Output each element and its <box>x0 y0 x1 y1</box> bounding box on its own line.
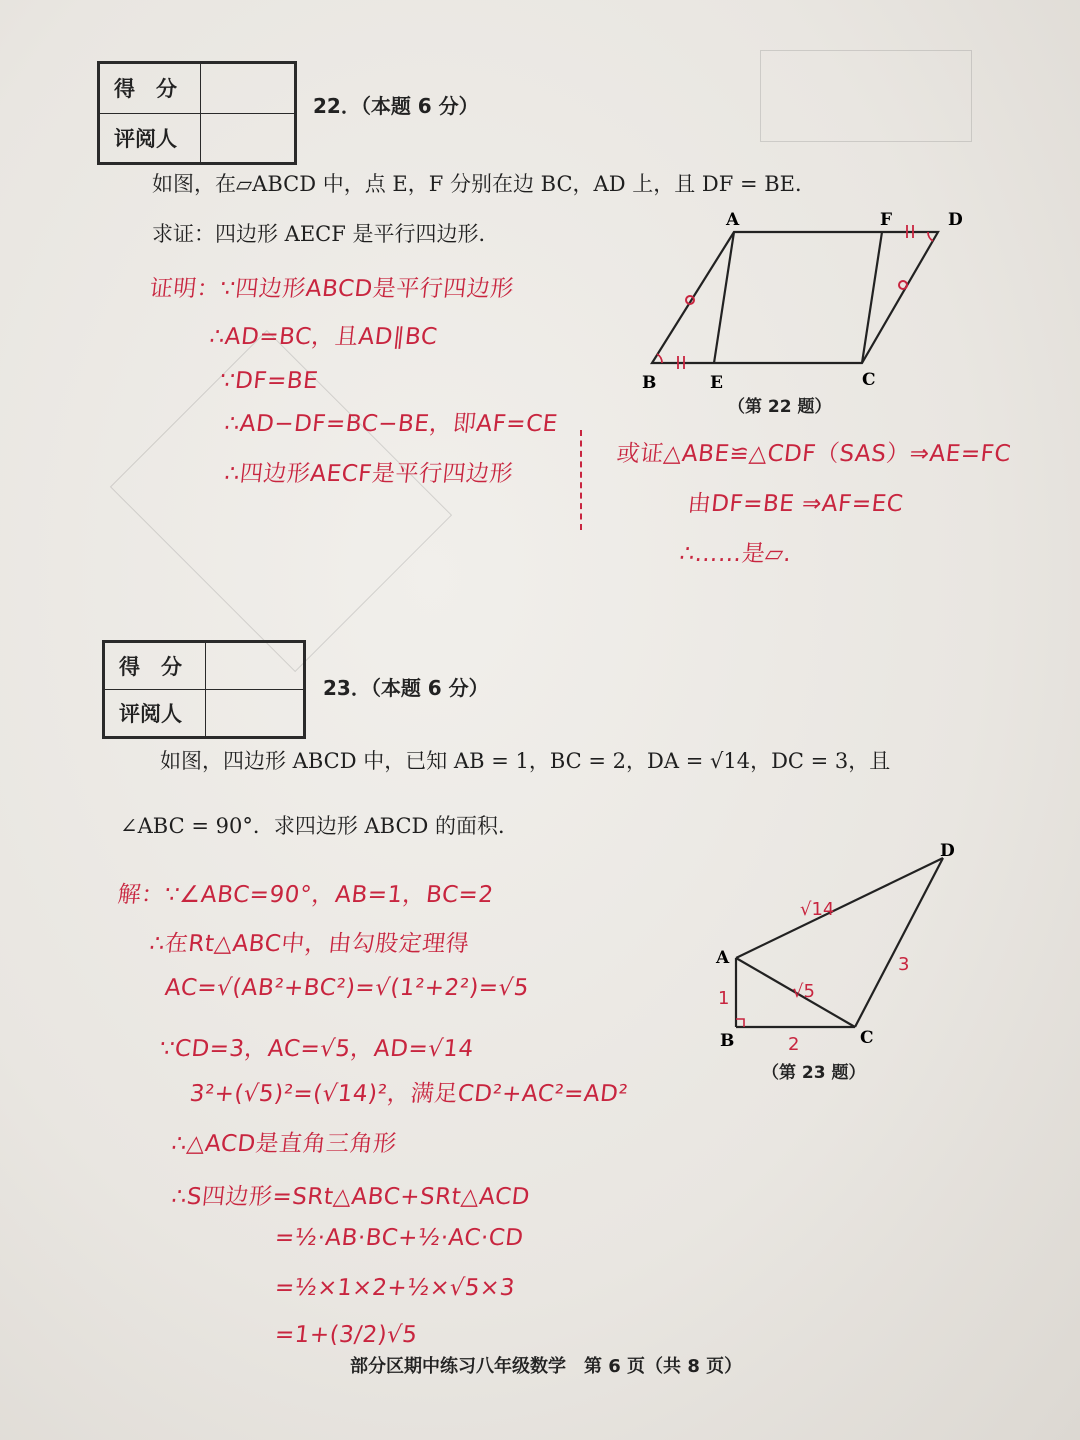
segment-ad <box>736 858 943 958</box>
q23-score-label: 得 分 <box>105 643 206 690</box>
proof-divider <box>580 430 582 530</box>
segment-fc <box>862 232 882 363</box>
q23-reviewer-cell[interactable] <box>206 690 304 737</box>
q22-heading: 22．（本题 6 分） <box>313 94 479 118</box>
q23-sol-line10: =1+(3/2)√5 <box>273 1322 419 1348</box>
q22-proof-line5: ∴四边形AECF是平行四边形 <box>223 461 515 487</box>
bleed-through-box <box>760 50 972 142</box>
equal-mark-dc <box>899 281 907 289</box>
q22-problem-line1: 如图，在▱ABCD 中，点 E，F 分别在边 BC，AD 上，且 DF = BE． <box>152 172 817 196</box>
label-c: C <box>862 370 876 390</box>
label-len-ad: √14 <box>800 899 835 920</box>
right-angle-mark-b <box>736 1019 744 1027</box>
q23-heading: 23．（本题 6 分） <box>323 676 489 700</box>
label-c: C <box>860 1028 874 1048</box>
segment-ae <box>714 232 734 363</box>
parallelogram-abcd <box>652 232 938 363</box>
label-e: E <box>710 373 723 393</box>
q22-score-label: 得 分 <box>100 64 201 114</box>
q23-sol-line6: ∴△ACD是直角三角形 <box>170 1131 399 1157</box>
segment-dc <box>855 858 943 1027</box>
q23-sol-line2: ∴在Rt△ABC中，由勾股定理得 <box>148 931 471 957</box>
label-len-ab: 1 <box>718 988 730 1009</box>
q23-sol-line7: ∴S四边形=SRt△ABC+SRt△ACD <box>170 1184 532 1210</box>
label-d: D <box>940 841 955 861</box>
q23-reviewer-label: 评阅人 <box>105 690 206 737</box>
q22-proof-line4: ∴AD−DF=BC−BE，即AF=CE <box>223 411 560 437</box>
q23-figure <box>700 840 980 1060</box>
q22-score-cell[interactable] <box>201 64 295 114</box>
q23-sol-line9: =½×1×2+½×√5×3 <box>273 1275 517 1301</box>
q22-proof-line1: 证明：∵四边形ABCD是平行四边形 <box>148 276 516 302</box>
q22-reviewer-cell[interactable] <box>201 113 295 163</box>
q23-sol-line5: 3²+(√5)²=(√14)²，满足CD²+AC²=AD² <box>188 1081 630 1107</box>
q22-alt-line1: 或证△ABE≌△CDF（SAS）⇒AE=FC <box>615 441 1013 467</box>
q22-proof-line3: ∵DF=BE <box>218 368 320 394</box>
angle-arc-d <box>928 232 933 241</box>
label-f: F <box>880 210 893 230</box>
label-b: B <box>642 373 657 393</box>
q23-score-cell[interactable] <box>206 643 304 690</box>
q22-score-box <box>97 61 297 165</box>
q23-sol-line4: ∵CD=3，AC=√5，AD=√14 <box>158 1036 476 1062</box>
q22-proof-line2: ∴AD=BC，且AD∥BC <box>208 324 439 350</box>
q23-caption: （第 23 题） <box>762 1063 866 1083</box>
q22-caption: （第 22 题） <box>728 397 832 417</box>
q22-alt-line3: ∴……是▱. <box>678 541 793 567</box>
q23-sol-line3: AC=√(AB²+BC²)=√(1²+2²)=√5 <box>163 975 531 1001</box>
label-len-dc: 3 <box>898 954 910 975</box>
label-a: A <box>726 210 740 230</box>
label-len-ac: √5 <box>792 981 815 1002</box>
q23-score-box <box>102 640 306 739</box>
label-len-bc: 2 <box>788 1034 800 1055</box>
q23-sol-line1: 解：∵∠ABC=90°，AB=1，BC=2 <box>116 882 495 908</box>
q22-alt-line2: 由DF=BE ⇒AF=EC <box>686 491 905 517</box>
page-footer: 部分区期中练习八年级数学 第 6 页（共 8 页） <box>350 1356 743 1377</box>
tick-marks <box>678 225 913 369</box>
q23-sol-line8: =½·AB·BC+½·AC·CD <box>273 1225 525 1251</box>
q22-reviewer-label: 评阅人 <box>100 113 201 163</box>
label-a: A <box>716 948 730 968</box>
label-b: B <box>720 1031 735 1051</box>
q22-figure <box>630 205 980 420</box>
label-d: D <box>948 210 963 230</box>
q23-problem-line2: ∠ABC = 90°．求四边形 ABCD 的面积． <box>120 814 520 838</box>
angle-arc-b <box>657 354 662 363</box>
q23-problem-line1: 如图，四边形 ABCD 中，已知 AB = 1，BC = 2，DA = √14，DC = 3，且 <box>160 749 891 773</box>
q22-problem-line2: 求证：四边形 AECF 是平行四边形． <box>152 222 500 246</box>
